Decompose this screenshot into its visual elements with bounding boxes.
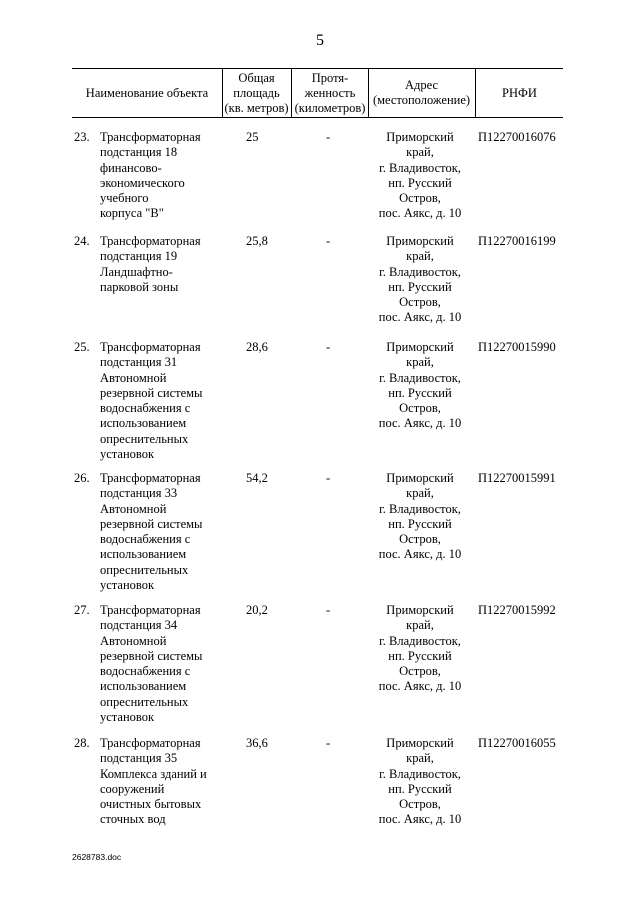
page-number: 5 [316, 32, 324, 49]
object-length: - [326, 234, 331, 248]
object-address: Приморский край, г. Владивосток, нп. Русский Остров, пос. Аякс, д. 10 [378, 603, 462, 694]
object-name: Трансформаторная подстанция 34 Автономной резервной системы водоснабжения с использованием опреснительных установок [100, 603, 203, 725]
object-length: - [326, 471, 331, 485]
object-rnfi: П12270016199 [478, 234, 556, 248]
object-rnfi: П12270015992 [478, 603, 556, 617]
object-name: Трансформаторная подстанция 31 Автономной резервной системы водоснабжения с использованием опреснительных установок [100, 340, 203, 462]
row-number: 24. [74, 234, 90, 248]
header-rnfi: РНФИ [502, 85, 537, 100]
row-number: 23. [74, 130, 90, 144]
row-number: 28. [74, 736, 90, 750]
object-area: 54,2 [246, 471, 268, 485]
object-area: 25,8 [246, 234, 268, 248]
header-area: Общая площадь (кв. метров) [224, 70, 289, 115]
object-name: Трансформаторная подстанция 33 Автономной резервной системы водоснабжения с использованием опреснительных установок [100, 471, 203, 593]
object-rnfi: П12270015991 [478, 471, 556, 485]
row-number: 27. [74, 603, 90, 617]
object-area: 25 [246, 130, 259, 144]
object-address: Приморский край, г. Владивосток, нп. Русский Остров, пос. Аякс, д. 10 [378, 340, 462, 431]
object-address: Приморский край, г. Владивосток, нп. Русский Остров, пос. Аякс, д. 10 [378, 471, 462, 562]
object-rnfi: П12270016076 [478, 130, 556, 144]
object-address: Приморский край, г. Владивосток, нп. Русский Остров, пос. Аякс, д. 10 [378, 234, 462, 325]
row-number: 26. [74, 471, 90, 485]
object-length: - [326, 603, 331, 617]
header-length: Протя- женность (километров) [294, 70, 366, 115]
object-name: Трансформаторная подстанция 19 Ландшафтно- парковой зоны [100, 234, 201, 294]
object-rnfi: П12270016055 [478, 736, 556, 750]
object-address: Приморский край, г. Владивосток, нп. Русский Остров, пос. Аякс, д. 10 [378, 130, 462, 221]
header-name: Наименование объекта [85, 85, 209, 100]
object-area: 36,6 [246, 736, 268, 750]
header-address: Адрес (местоположение) [372, 78, 471, 107]
object-length: - [326, 130, 331, 144]
table-header [72, 68, 563, 118]
footer-filename: 2628783.doc [72, 852, 122, 862]
object-name: Трансформаторная подстанция 35 Комплекса зданий и сооружений очистных бытовых сточных вод [100, 736, 207, 827]
object-length: - [326, 736, 331, 750]
row-number: 25. [74, 340, 90, 354]
object-area: 28,6 [246, 340, 268, 354]
object-length: - [326, 340, 331, 354]
object-address: Приморский край, г. Владивосток, нп. Русский Остров, пос. Аякс, д. 10 [378, 736, 462, 827]
object-area: 20,2 [246, 603, 268, 617]
object-rnfi: П12270015990 [478, 340, 556, 354]
object-name: Трансформаторная подстанция 18 финансово- экономического учебного корпуса "В" [100, 130, 201, 221]
